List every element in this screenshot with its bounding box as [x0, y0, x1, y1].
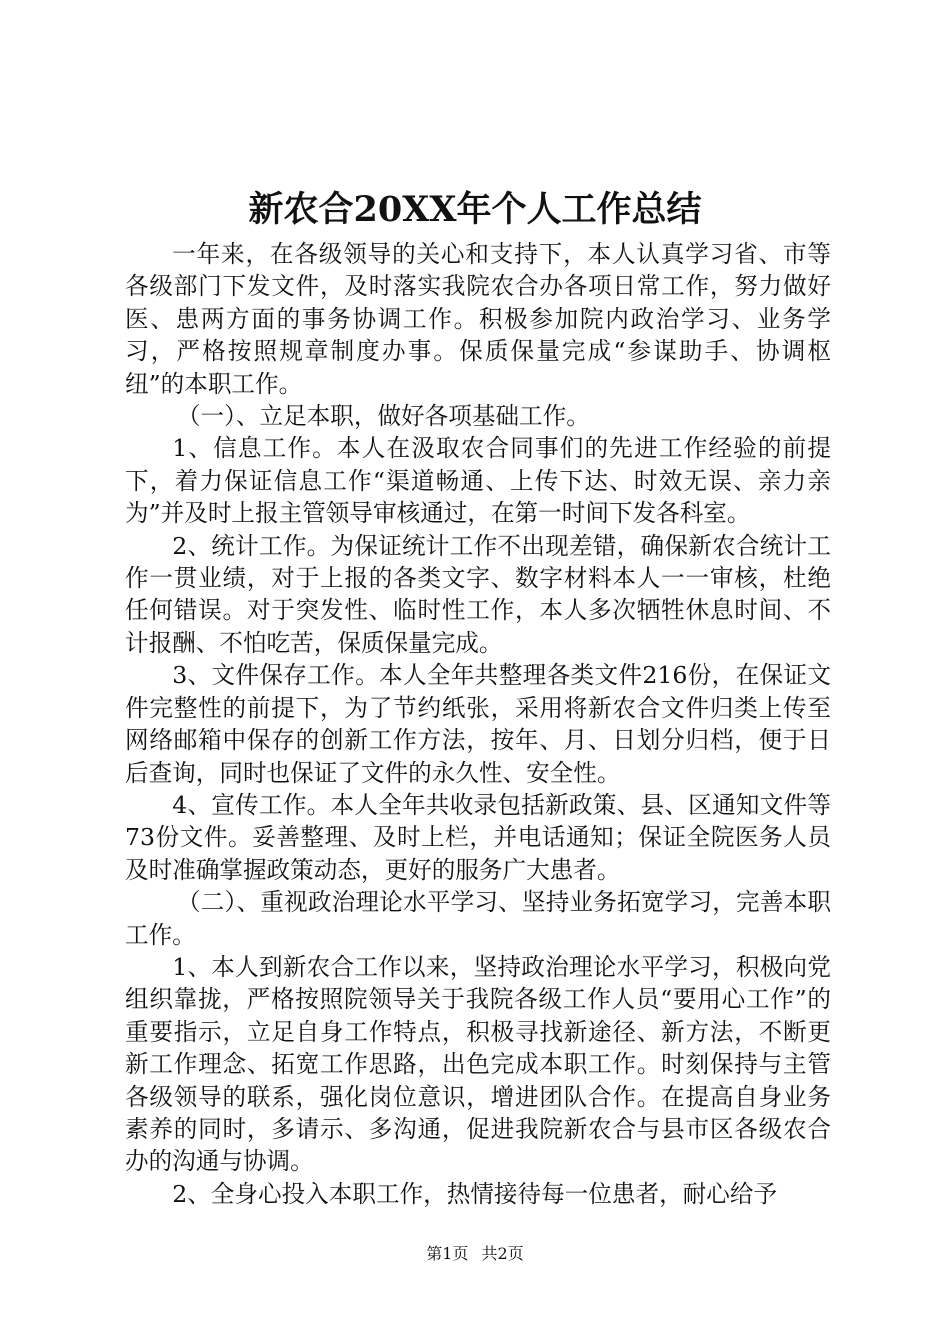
paragraph-file-storage-work: 3、文件保存工作。本人全年共整理各类文件216份，在保证文件完整性的前提下，为了节约纸张，采用将新农合文件归类上传至网络邮箱中保存的创新工作方法，按年、月、日划分归档，便于日后查询，同时也保证了文件的永久性、安全性。 [125, 661, 831, 787]
section-heading-2: （二）、重视政治理论水平学习、坚持业务拓宽学习，完善本职工作。 [125, 888, 831, 949]
paragraph-info-work: 1、信息工作。本人在汲取农合同事们的先进工作经验的前提下，着力保证信息工作“渠道畅通、上传下达、时效无误、亲力亲为”并及时上报主管领导审核通过，在第一时间下发各科室。 [125, 434, 831, 528]
paragraph-political-study: 1、本人到新农合工作以来，坚持政治理论水平学习，积极向党组织靠拢，严格按照院领导关于我院各级工作人员“要用心工作”的重要指示，立足自身工作特点，积极寻找新途径、新方法，不断更新工作理念、拓宽工作思路，出色完成本职工作。时刻保持与主管各级领导的联系，强化岗位意识，增进团队合作。在提高自身业务素养的同时，多请示、多沟通，促进我院新农合与县市区各级农合办的沟通与协调。 [125, 952, 831, 1176]
document-title: 新农合20XX年个人工作总结 [248, 189, 702, 230]
page-number-current: 第1页 [426, 1244, 469, 1263]
page-footer [0, 1242, 950, 1266]
paragraph-dedication: 2、全身心投入本职工作，热情接待每一位患者，耐心给予 [172, 1179, 778, 1208]
page-number-total: 共2页 [481, 1244, 524, 1263]
paragraph-intro: 一年来，在各级领导的关心和支持下，本人认真学习省、市等各级部门下发文件，及时落实我院农合办各项日常工作，努力做好医、患两方面的事务协调工作。积极参加院内政治学习、业务学习，严格按照规章制度办事。保质保量完成“参谋助手、协调枢纽”的本职工作。 [125, 240, 831, 398]
paragraph-publicity-work: 4、宣传工作。本人全年共收录包括新政策、县、区通知文件等73份文件。妥善整理、及时上栏，并电话通知；保证全院医务人员及时准确掌握政策动态，更好的服务广大患者。 [125, 790, 831, 884]
paragraph-statistics-work: 2、统计工作。为保证统计工作不出现差错，确保新农合统计工作一贯业绩，对于上报的各类文字、数字材料本人一一审核，杜绝任何错误。对于突发性、临时性工作，本人多次牺牲休息时间、不计报酬、不怕吃苦，保质保量完成。 [125, 531, 831, 657]
section-heading-1: （一）、立足本职，做好各项基础工作。 [176, 402, 590, 431]
document-body [125, 238, 831, 1210]
